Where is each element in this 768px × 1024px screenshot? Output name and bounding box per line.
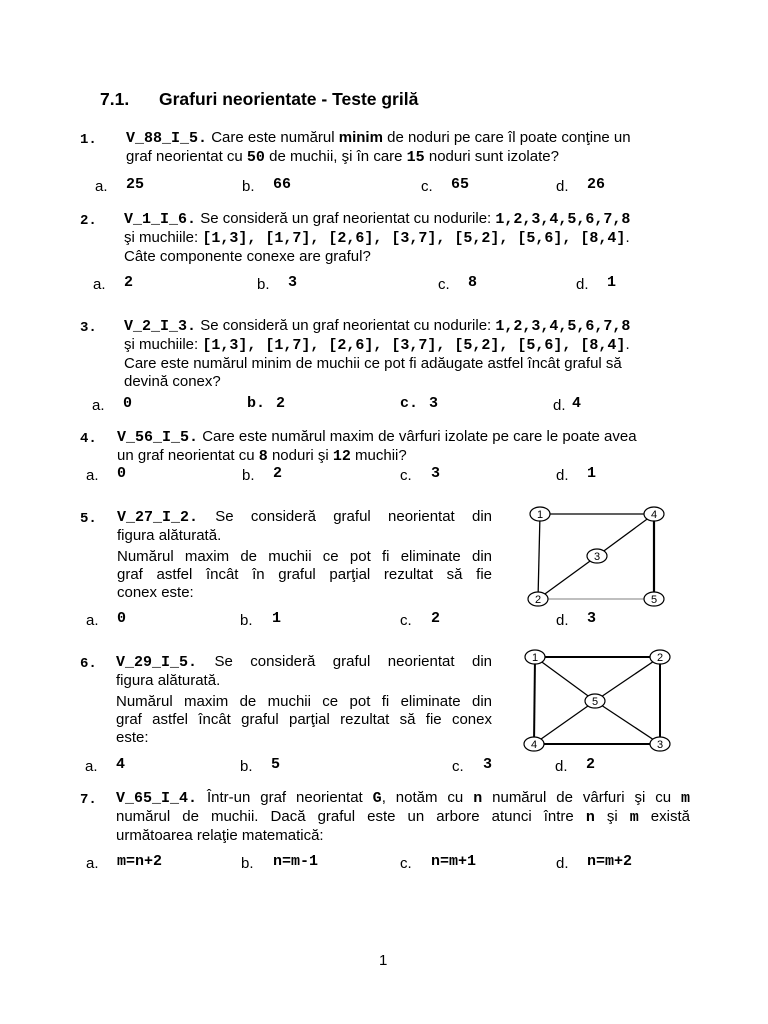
option-value: 1 <box>587 465 597 482</box>
option-label: d. <box>556 855 569 872</box>
option-value: 4 <box>572 395 582 412</box>
option-label: d. <box>556 178 569 195</box>
graph-node-label: 1 <box>536 509 544 521</box>
graph-node-label: 3 <box>593 551 601 563</box>
option-label: c. <box>400 612 412 629</box>
option-label: d. <box>576 276 589 293</box>
option-value: 26 <box>587 176 606 193</box>
option-label: a. <box>85 758 98 775</box>
option-value: 0 <box>123 395 133 412</box>
section-number: 7.1. <box>100 89 130 109</box>
option-value: 4 <box>116 756 126 773</box>
graph-figure-q6 <box>515 645 675 757</box>
graph-edge <box>534 657 535 744</box>
option-label: b. <box>240 612 253 629</box>
question-code: V_1_I_6. <box>124 211 197 228</box>
graph-edge <box>534 701 595 744</box>
option-value: 0 <box>117 465 127 482</box>
option-label: c. <box>452 758 464 775</box>
question-code: V_29_I_5. <box>116 654 198 671</box>
question-5-text: V_27_I_2. Se consideră graful neorientat din figura alăturată. Numărul maxim de muchii ce pot fi eliminate din graf astfel încât în graful parţial rezultat să fie conex este: <box>117 508 493 601</box>
option-label: c. <box>400 467 412 484</box>
question-number: 2. <box>80 213 97 229</box>
graph-node-label: 4 <box>650 509 658 521</box>
option-value: 3 <box>483 756 493 773</box>
graph-node-label: 4 <box>530 739 538 751</box>
option-value: n=m+2 <box>587 853 633 870</box>
question-7-text: V_65_I_4. Într-un graf neorientat G, notăm cu n numărul de vârfuri şi cu m numărul de muchii. Dacă graful este un arbore atunci între n şi m există următoarea relaţie matematică: <box>116 789 691 844</box>
question-number: 4. <box>80 431 97 447</box>
option-label: b. <box>242 178 255 195</box>
option-label: c. <box>400 395 419 412</box>
option-label: b. <box>257 276 270 293</box>
page-title: Grafuri neorientate - Teste grilă <box>159 89 419 109</box>
option-label: b. <box>242 467 255 484</box>
graph-node-label: 3 <box>656 739 664 751</box>
option-value: 3 <box>587 610 597 627</box>
option-value: 2 <box>273 465 283 482</box>
option-label: a. <box>86 855 99 872</box>
question-code: V_65_I_4. <box>116 790 198 807</box>
question-4-text: V_56_I_5. Care este numărul maxim de vârfuri izolate pe care le poate avea un graf neorientat cu 8 noduri şi 12 muchii? <box>117 428 637 465</box>
option-label: d. <box>556 467 569 484</box>
option-label: b. <box>241 855 254 872</box>
option-label: a. <box>92 397 105 414</box>
question-code: V_88_I_5. <box>126 130 208 147</box>
option-value: 0 <box>117 610 127 627</box>
option-label: d. <box>555 758 568 775</box>
graph-edge <box>538 514 540 599</box>
option-value: 66 <box>273 176 292 193</box>
option-value: n=m+1 <box>431 853 477 870</box>
graph-edge <box>597 514 654 556</box>
graph-node-label: 2 <box>534 594 542 606</box>
page-number: 1 <box>379 952 388 969</box>
graph-edge <box>595 657 660 701</box>
option-value: m=n+2 <box>117 853 163 870</box>
option-value: 2 <box>276 395 286 412</box>
question-code: V_2_I_3. <box>124 318 197 335</box>
graph-node-label: 2 <box>656 652 664 664</box>
question-code: V_27_I_2. <box>117 509 199 526</box>
option-label: d. <box>553 397 566 414</box>
question-number: 5. <box>80 511 97 527</box>
graph-node-label: 1 <box>531 652 539 664</box>
option-value: 5 <box>271 756 281 773</box>
option-value: 3 <box>429 395 439 412</box>
question-6-text: V_29_I_5. Se consideră graful neorientat din figura alăturată. Numărul maxim de muchii ce pot fi eliminate din graf astfel încât graful parţial rezultat să fie conex este: <box>116 653 492 746</box>
option-value: 3 <box>288 274 298 291</box>
option-label: c. <box>400 855 412 872</box>
question-2-text: V_1_I_6. Se consideră un graf neorientat cu nodurile: 1,2,3,4,5,6,7,8 şi muchiile: [1,3], [1,7], [2,6], [3,7], [5,2], [5,6], [8,4]. Câte componente conexe are graful? <box>124 210 631 265</box>
graph-node-label: 5 <box>650 594 658 606</box>
option-label: c. <box>438 276 450 293</box>
question-number: 1. <box>80 132 97 148</box>
graph-edge <box>535 657 595 701</box>
option-label: c. <box>421 178 433 195</box>
question-number: 6. <box>80 656 97 672</box>
option-label: a. <box>95 178 108 195</box>
option-value: 65 <box>451 176 470 193</box>
option-value: 8 <box>468 274 478 291</box>
option-value: 2 <box>124 274 134 291</box>
option-value: 2 <box>431 610 441 627</box>
graph-figure-q5 <box>520 500 674 612</box>
option-label: b. <box>247 395 266 412</box>
option-value: n=m-1 <box>273 853 319 870</box>
option-value: 1 <box>607 274 617 291</box>
graph-edge <box>595 701 660 744</box>
option-value: 3 <box>431 465 441 482</box>
option-value: 1 <box>272 610 282 627</box>
option-label: d. <box>556 612 569 629</box>
graph-edge <box>538 556 597 599</box>
question-3-text: V_2_I_3. Se consideră un graf neorientat cu nodurile: 1,2,3,4,5,6,7,8 şi muchiile: [1,3], [1,7], [2,6], [3,7], [5,2], [5,6], [8,4]. Care este numărul minim de muchii ce pot fi adăugate astfel încât graful să devină conex? <box>124 317 631 390</box>
option-value: 2 <box>586 756 596 773</box>
option-label: b. <box>240 758 253 775</box>
question-number: 7. <box>80 792 97 808</box>
question-code: V_56_I_5. <box>117 429 199 446</box>
graph-node-label: 5 <box>591 696 599 708</box>
question-1-text: V_88_I_5. Care este numărul minim de noduri pe care îl poate conţine un graf neorientat cu 50 de muchii, şi în care 15 noduri sunt izolate? <box>126 129 631 166</box>
option-label: a. <box>86 467 99 484</box>
question-number: 3. <box>80 320 97 336</box>
option-label: a. <box>86 612 99 629</box>
option-label: a. <box>93 276 106 293</box>
option-value: 25 <box>126 176 145 193</box>
